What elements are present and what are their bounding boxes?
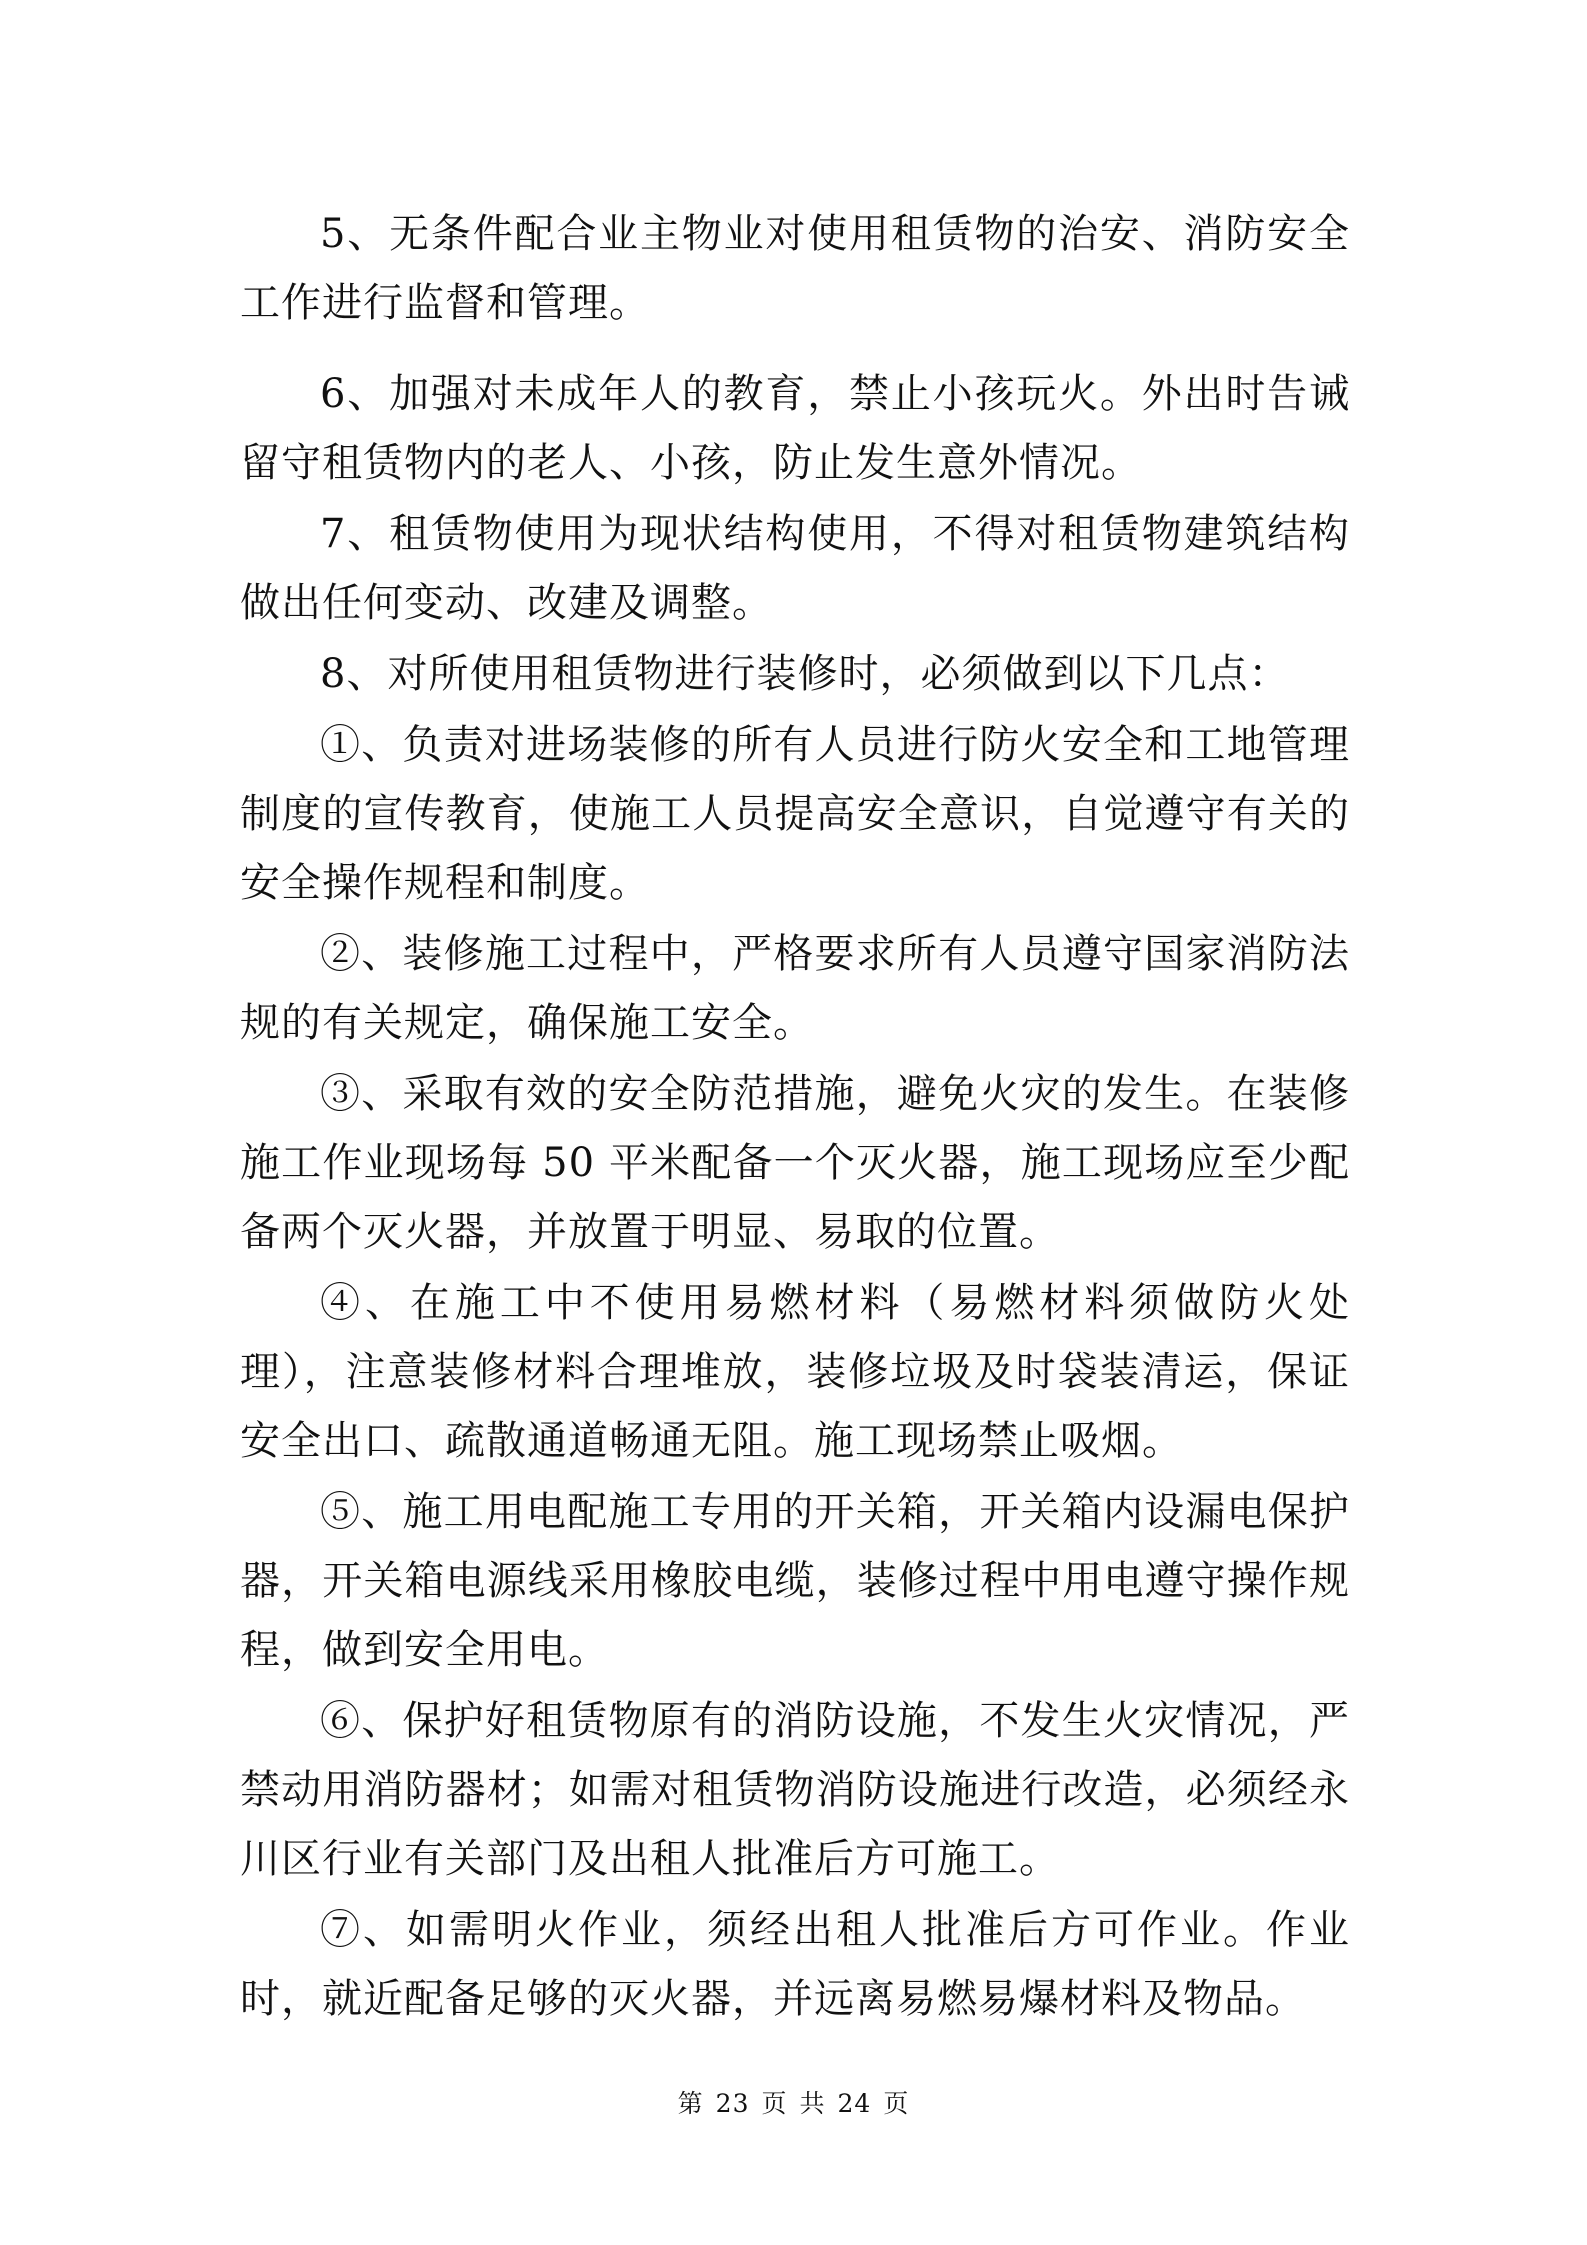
- clause-8: 8、对所使用租赁物进行装修时，必须做到以下几点：: [320, 651, 1290, 697]
- subclause-2: ②、装修施工过程中，严格要求所有人员遵守国家消防法规的有关规定，确保施工安全。: [240, 931, 1350, 1046]
- footer-page-word: 页: [761, 2089, 788, 2118]
- subclause-6: ⑥、保护好租赁物原有的消防设施，不发生火灾情况，严禁动用消防器材；如需对租赁物消防设施进行改造，必须经永川区行业有关部门及出租人批准后方可施工。: [240, 1698, 1350, 1882]
- subclause-4: ④、在施工中不使用易燃材料（易燃材料须做防火处理），注意装修材料合理堆放，装修垃圾及时袋装清运，保证安全出口、疏散通道畅通无阻。施工现场禁止吸烟。: [240, 1280, 1350, 1464]
- subclause-3: ③、采取有效的安全防范措施，避免火灾的发生。在装修施工作业现场每 50 平米配备一个灭火器，施工现场应至少配备两个灭火器，并放置于明显、易取的位置。: [240, 1071, 1350, 1255]
- clause-6: 6、加强对未成年人的教育，禁止小孩玩火。外出时告诫留守租赁物内的老人、小孩，防止发生意外情况。: [240, 371, 1350, 486]
- footer-current-page: 23: [715, 2089, 750, 2118]
- footer-total-word: 共: [799, 2089, 826, 2118]
- subclause-5: ⑤、施工用电配施工专用的开关箱，开关箱内设漏电保护器，开关箱电源线采用橡胶电缆，装修过程中用电遵守操作规程，做到安全用电。: [240, 1489, 1350, 1673]
- page-footer: [0, 2084, 1587, 2120]
- page-body: [240, 200, 1350, 2036]
- footer-suffix: 页: [883, 2089, 910, 2118]
- subclause-1: ①、负责对进场装修的所有人员进行防火安全和工地管理制度的宣传教育，使施工人员提高安全意识，自觉遵守有关的安全操作规程和制度。: [240, 722, 1350, 906]
- footer-total-pages: 24: [837, 2089, 872, 2118]
- footer-prefix: 第: [677, 2089, 704, 2118]
- subclause-7: ⑦、如需明火作业，须经出租人批准后方可作业。作业时，就近配备足够的灭火器，并远离易燃易爆材料及物品。: [240, 1907, 1350, 2022]
- clause-7: 7、租赁物使用为现状结构使用，不得对租赁物建筑结构做出任何变动、改建及调整。: [240, 511, 1350, 626]
- clause-5: 5、无条件配合业主物业对使用租赁物的治安、消防安全工作进行监督和管理。: [240, 211, 1350, 326]
